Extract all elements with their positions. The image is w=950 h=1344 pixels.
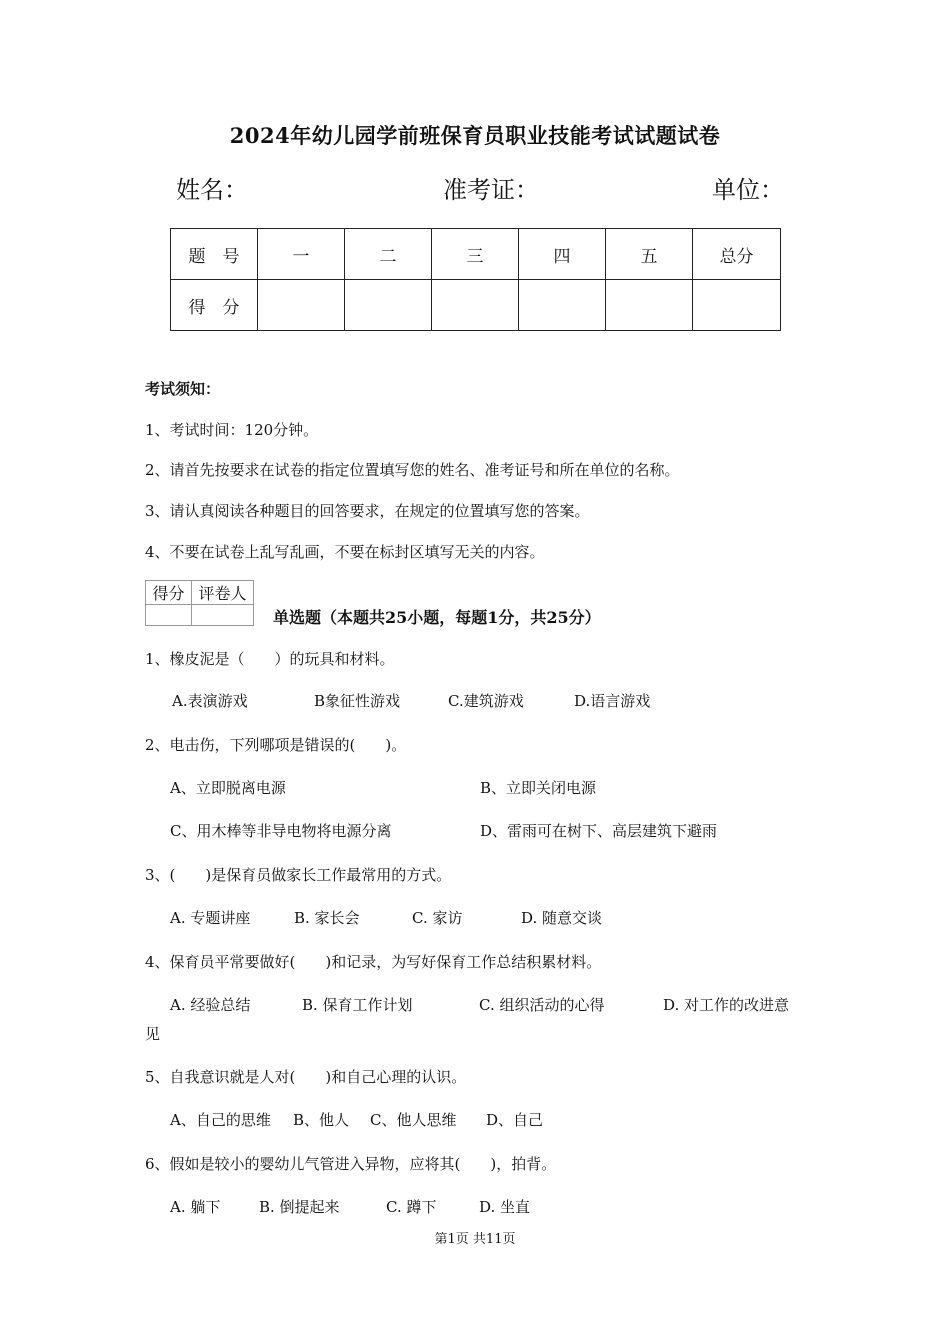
header-cell-1: 一: [258, 229, 345, 280]
q6-option-a: A. 躺下: [170, 1198, 221, 1216]
q6-option-d: D. 坐直: [479, 1198, 531, 1216]
q5-option-c: C、他人思维: [370, 1111, 457, 1129]
notice-item: 4、不要在试卷上乱写乱画，不要在标封区填写无关的内容。: [145, 543, 545, 561]
grader-reviewer-label: 评卷人: [192, 581, 254, 605]
q2-option-a: A、立即脱离电源: [170, 779, 286, 797]
q1-option-b: B象征性游戏: [314, 692, 401, 710]
score-cell-2[interactable]: [345, 280, 432, 331]
page-title: 2024年幼儿园学前班保育员职业技能考试试题试卷: [229, 123, 721, 148]
q6-option-c: C. 蹲下: [386, 1198, 437, 1216]
score-cell-3[interactable]: [432, 280, 519, 331]
score-cell-4[interactable]: [519, 280, 606, 331]
score-row-label: 得 分: [171, 280, 258, 331]
score-cell-total[interactable]: [693, 280, 781, 331]
question-6: 6、假如是较小的婴幼儿气管进入异物，应将其( )，拍背。: [145, 1155, 557, 1173]
notice-item: 2、请首先按要求在试卷的指定位置填写您的姓名、准考证号和所在单位的名称。: [145, 461, 680, 479]
q5-option-a: A、自己的思维: [170, 1111, 271, 1129]
grader-reviewer-cell[interactable]: [192, 605, 254, 626]
notice-heading: 考试须知：: [145, 380, 221, 398]
header-cell-4: 四: [519, 229, 606, 280]
q1-option-d: D.语言游戏: [574, 692, 651, 710]
q2-option-b: B、立即关闭电源: [480, 779, 597, 797]
q3-option-b: B. 家长会: [294, 909, 360, 927]
grader-score-label: 得分: [146, 581, 192, 605]
q4-option-b: B. 保育工作计划: [302, 996, 413, 1014]
q5-option-b: B、他人: [293, 1111, 350, 1129]
question-5: 5、自我意识就是人对( )和自己心理的认识。: [145, 1068, 467, 1086]
notice-item: 3、请认真阅读各种题目的回答要求，在规定的位置填写您的答案。: [145, 502, 590, 520]
q3-option-a: A. 专题讲座: [170, 909, 251, 927]
q1-option-a: A.表演游戏: [172, 692, 248, 710]
q4-option-d: D. 对工作的改进意: [663, 996, 790, 1014]
header-cell-question-no: 题 号: [171, 229, 258, 280]
exam-id-label: 准考证：: [443, 176, 539, 204]
grader-score-cell[interactable]: [146, 605, 192, 626]
q2-option-c: C、用木棒等非导电物将电源分离: [170, 822, 392, 840]
grader-table: [145, 580, 254, 626]
header-cell-total: 总分: [693, 229, 781, 280]
score-cell-5[interactable]: [606, 280, 693, 331]
question-4: 4、保育员平常要做好( )和记录，为写好保育工作总结积累材料。: [145, 953, 602, 971]
q4-option-a: A. 经验总结: [170, 996, 251, 1014]
score-table: [170, 228, 781, 331]
q3-option-c: C. 家访: [412, 909, 463, 927]
header-cell-5: 五: [606, 229, 693, 280]
q5-option-d: D、自己: [486, 1111, 544, 1129]
header-cell-3: 三: [432, 229, 519, 280]
name-label: 姓名：: [176, 176, 248, 204]
question-2: 2、电击伤，下列哪项是错误的( )。: [145, 736, 407, 754]
q4-option-c: C. 组织活动的心得: [479, 996, 605, 1014]
q4-option-d-wrap: 见: [145, 1025, 161, 1043]
question-3: 3、( )是保育员做家长工作最常用的方式。: [145, 866, 452, 884]
notice-item: 1、考试时间：120分钟。: [145, 421, 319, 439]
q1-option-c: C.建筑游戏: [448, 692, 524, 710]
section-title: 单选题（本题共25小题，每题1分，共25分）: [273, 608, 601, 627]
unit-label: 单位：: [712, 176, 784, 204]
question-1: 1、橡皮泥是（ ）的玩具和材料。: [145, 650, 395, 668]
q6-option-b: B. 倒提起来: [259, 1198, 340, 1216]
page-footer: 第1页 共11页: [434, 1232, 516, 1247]
score-table-header-row: [171, 229, 781, 280]
q2-option-d: D、雷雨可在树下、高层建筑下避雨: [480, 822, 718, 840]
q3-option-d: D. 随意交谈: [521, 909, 603, 927]
score-cell-1[interactable]: [258, 280, 345, 331]
score-table-score-row: [171, 280, 781, 331]
header-cell-2: 二: [345, 229, 432, 280]
